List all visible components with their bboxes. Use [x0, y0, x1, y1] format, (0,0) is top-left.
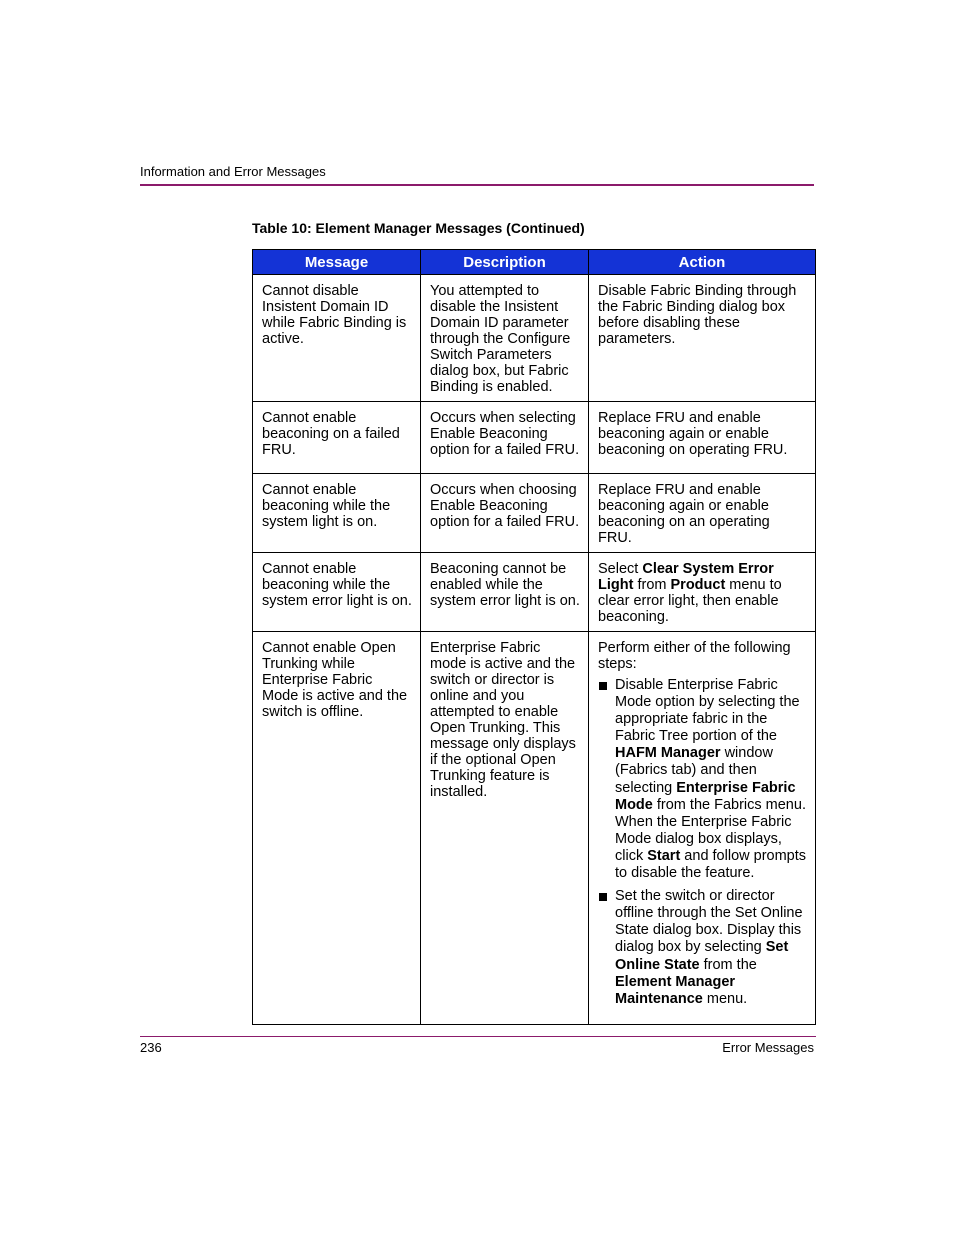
column-header-description: Description: [421, 250, 589, 275]
message-cell: Cannot enable beaconing on a failed FRU.: [253, 402, 421, 474]
description-cell: Occurs when selecting Enable Beaconing option for a failed FRU.: [421, 402, 589, 474]
action-text: menu to clear error light, then enable beaconing.: [598, 577, 782, 625]
option-ref: Enterprise Fabric Mode: [615, 779, 796, 813]
description-cell: Beaconing cannot be enabled while the system error light is on.: [421, 553, 589, 632]
action-cell: Replace FRU and enable beaconing again or enable beaconing on an operating FRU.: [589, 474, 816, 553]
step-text: window (Fabrics tab) and then selecting: [615, 745, 773, 796]
action-cell: [589, 632, 816, 1025]
button-ref: Start: [647, 847, 681, 864]
list-item: [598, 677, 807, 882]
step-text: and follow prompts to disable the feature.: [615, 847, 807, 882]
window-ref: HAFM Manager: [615, 745, 721, 762]
message-cell: Cannot enable beaconing while the system light is on.: [253, 474, 421, 553]
action-text: Select: [598, 561, 643, 577]
action-text: from: [633, 577, 671, 593]
square-bullet-icon: [599, 893, 607, 901]
message-cell: Cannot enable Open Trunking while Enterprise Fabric Mode is active and the switch is offline.: [253, 632, 421, 1025]
table-row: [253, 474, 816, 553]
action-cell: Replace FRU and enable beaconing again or enable beaconing on operating FRU.: [589, 402, 816, 474]
action-cell: Disable Fabric Binding through the Fabric Binding dialog box before disabling these parameters.: [589, 275, 816, 402]
description-cell: You attempted to disable the Insistent Domain ID parameter through the Configure Switch Parameters dialog box, but Fabric Binding is enabled.: [421, 275, 589, 402]
table-header-row: [253, 250, 816, 275]
column-header-action: Action: [589, 250, 816, 275]
description-cell: Occurs when choosing Enable Beaconing option for a failed FRU.: [421, 474, 589, 553]
footer-rule: [140, 1036, 816, 1037]
square-bullet-icon: [599, 682, 607, 690]
step-text: from the Fabrics menu. When the Enterprise Fabric Mode dialog box displays, click: [615, 796, 806, 864]
step-text: Disable Enterprise Fabric Mode option by selecting the appropriate fabric in the Fabric Tree portion of the: [615, 677, 800, 745]
menu-ref: Element Manager Maintenance: [615, 973, 736, 1007]
running-header: Information and Error Messages: [140, 164, 326, 179]
page-number: 236: [140, 1040, 162, 1055]
menu-ref: Product: [670, 577, 726, 593]
action-cell: [589, 553, 816, 632]
step-text: Set the switch or director offline through the Set Online State dialog box. Display this dialog box by selecting: [615, 888, 803, 956]
table-row: [253, 632, 816, 1025]
steps-intro: Perform either of the following steps:: [598, 640, 791, 672]
column-header-message: Message: [253, 250, 421, 275]
steps-list: [598, 677, 807, 1008]
list-item: [598, 888, 807, 1008]
table-row: [253, 553, 816, 632]
table-row: [253, 402, 816, 474]
step-text: from the: [699, 956, 757, 973]
option-ref: Set Online State: [615, 939, 789, 973]
header-rule: [140, 184, 814, 186]
table-row: [253, 275, 816, 402]
description-cell: Enterprise Fabric mode is active and the switch or director is online and you attempted to enable Open Trunking. This message only displays if the optional Open Trunking feature is installed.: [421, 632, 589, 1025]
message-cell: Cannot enable beaconing while the system error light is on.: [253, 553, 421, 632]
footer-section: Error Messages: [722, 1040, 814, 1055]
step-text: menu.: [702, 990, 748, 1007]
menu-item-ref: Clear System Error Light: [598, 561, 774, 593]
table-caption: Table 10: Element Manager Messages (Continued): [252, 220, 585, 236]
message-cell: Cannot disable Insistent Domain ID while Fabric Binding is active.: [253, 275, 421, 402]
messages-table: [252, 249, 816, 1025]
